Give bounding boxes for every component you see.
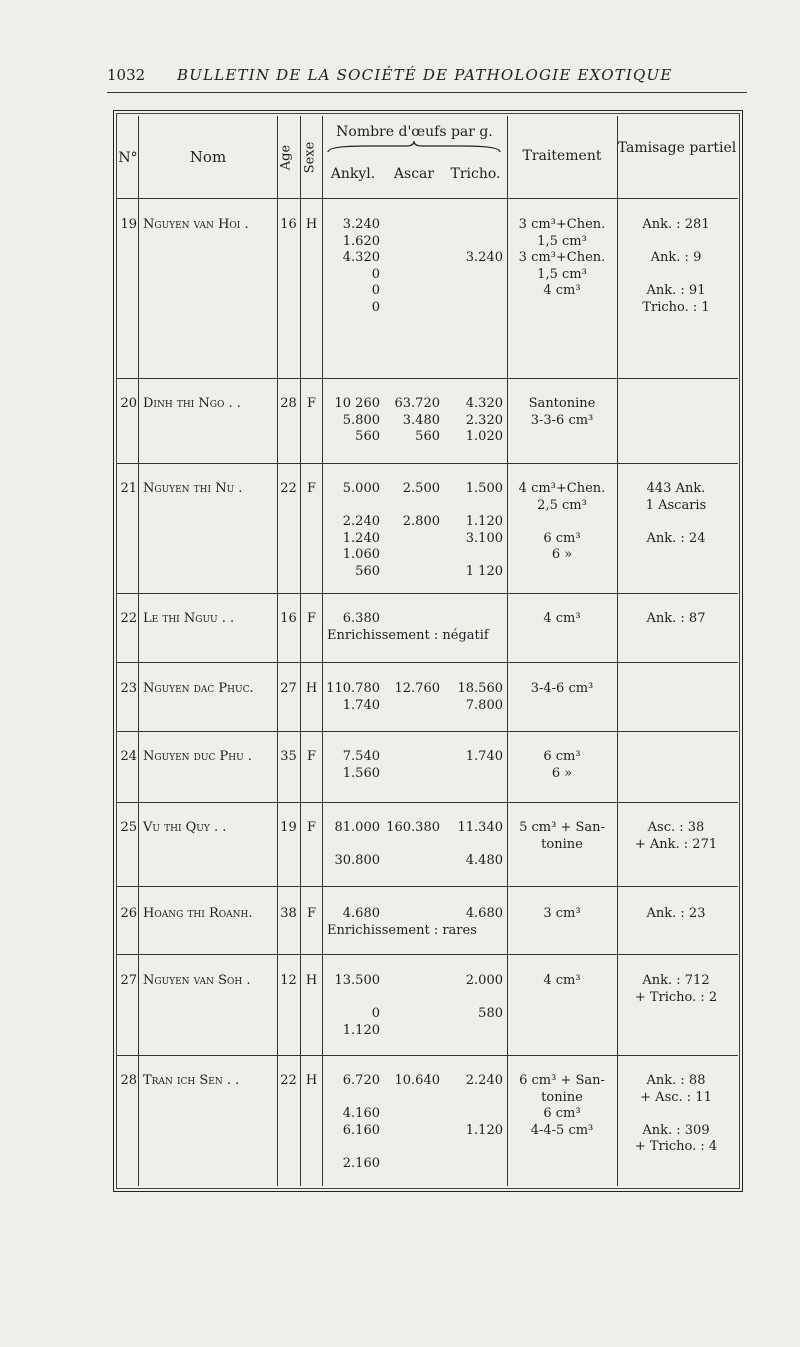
- cell-ankyl: 4.320: [342, 250, 380, 265]
- cell-ankyl: 560: [355, 429, 380, 444]
- cell-tamisage: Ank. : 23: [646, 906, 706, 921]
- row-separator: [117, 463, 738, 464]
- cell-ankyl: 6.720: [342, 1073, 380, 1088]
- cell-traitement: tonine: [541, 836, 583, 852]
- cell-ankyl: 5.000: [342, 481, 380, 496]
- cell-tamisage: Ank. : 309: [642, 1122, 710, 1138]
- cell-traitement: 5 cm³ + San-: [519, 820, 605, 835]
- cell-traitement: 1,5 cm³: [537, 233, 587, 249]
- cell-tricho: 11.340: [457, 820, 503, 835]
- cell-tamisage: 443 Ank.: [646, 481, 706, 496]
- col-divider: [138, 116, 139, 1186]
- cell-ankyl: 1.560: [342, 765, 380, 781]
- cell-tamisage: + Asc. : 11: [640, 1089, 712, 1105]
- cell-note: Enrichissement : négatif: [327, 627, 489, 643]
- cell-age: 28: [280, 396, 297, 411]
- cell-traitement: 3-3-6 cm³: [530, 412, 594, 428]
- cell-traitement: 6 »: [551, 547, 573, 562]
- cell-ascar: 10.640: [394, 1073, 440, 1088]
- cell-age: 38: [280, 906, 297, 921]
- cell-age: 12: [280, 973, 297, 988]
- col-divider: [617, 116, 618, 1186]
- cell-ascar: 63.720: [394, 396, 440, 411]
- cell-traitement: 6 cm³: [543, 530, 581, 546]
- cell-tricho: 4.480: [465, 853, 503, 868]
- cell-tricho: 2.000: [465, 973, 503, 988]
- cell-ascar: 160.380: [386, 820, 440, 835]
- cell-no: 19: [120, 217, 137, 232]
- page-number: 1032: [107, 66, 146, 84]
- cell-tamisage: Ank. : 24: [646, 530, 706, 546]
- row-separator: [117, 378, 738, 379]
- cell-traitement: tonine: [541, 1089, 583, 1105]
- cell-tricho: 2.320: [465, 412, 503, 428]
- cell-tricho: 3.240: [465, 250, 503, 265]
- cell-tricho: 1.740: [465, 749, 503, 764]
- row-separator: [117, 954, 738, 955]
- cell-ankyl: 1.740: [342, 697, 380, 713]
- cell-traitement: 4 cm³: [543, 283, 581, 298]
- cell-traitement: 1,5 cm³: [537, 266, 587, 282]
- cell-age: 16: [280, 611, 297, 626]
- cell-traitement: 4 cm³: [543, 973, 581, 988]
- row-separator: [117, 886, 738, 887]
- header-traitement: Traitement: [522, 148, 602, 164]
- cell-tamisage: Asc. : 38: [647, 820, 705, 835]
- cell-traitement: 4 cm³+Chen.: [518, 481, 606, 496]
- cell-age: 27: [280, 681, 297, 696]
- cell-traitement: 6 cm³: [543, 749, 581, 764]
- row-separator: [117, 593, 738, 594]
- cell-sexe: F: [306, 820, 317, 835]
- cell-no: 24: [120, 749, 137, 764]
- cell-note: Enrichissement : rares: [327, 922, 477, 938]
- cell-ankyl: 1.120: [342, 1022, 380, 1038]
- cell-ankyl: 560: [355, 563, 380, 579]
- header-bottom-rule: [117, 198, 738, 199]
- cell-traitement: 6 cm³: [543, 1106, 581, 1121]
- cell-tamisage: Ank. : 87: [646, 611, 706, 626]
- cell-tricho: 7.800: [465, 697, 503, 713]
- cell-tricho: 1.120: [465, 1122, 503, 1138]
- cell-ankyl: 0: [371, 299, 380, 315]
- cell-sexe: H: [305, 681, 318, 696]
- cell-no: 23: [120, 681, 137, 696]
- cell-ankyl: 1.060: [342, 547, 380, 562]
- cell-ascar: 2.500: [402, 481, 440, 496]
- col-divider: [300, 116, 301, 1186]
- running-header: [107, 66, 747, 88]
- table-frame-inner: [116, 113, 740, 1189]
- cell-nom: Nguyen van Hoi .: [143, 217, 249, 232]
- cell-ankyl: 3.240: [342, 217, 380, 232]
- cell-no: 26: [120, 906, 137, 921]
- cell-sexe: H: [305, 973, 318, 988]
- cell-ascar: 12.760: [394, 681, 440, 696]
- header-no: N°: [118, 150, 138, 166]
- header-sexe: Sexe: [302, 141, 318, 174]
- cell-traitement: 2,5 cm³: [537, 497, 587, 513]
- cell-ankyl: 4.680: [342, 906, 380, 921]
- header-ankyl: Ankyl.: [330, 166, 376, 182]
- cell-traitement: 3 cm³+Chen.: [518, 217, 606, 232]
- cell-ankyl: 2.240: [342, 514, 380, 529]
- header-rule: [107, 92, 747, 93]
- cell-ascar: 2.800: [402, 514, 440, 529]
- cell-ankyl: 0: [371, 1006, 380, 1021]
- cell-nom: Nguyen duc Phu .: [143, 749, 252, 764]
- col-divider: [277, 116, 278, 1186]
- header-ascar: Ascar: [393, 166, 435, 182]
- cell-ankyl: 6.380: [342, 611, 380, 626]
- cell-ankyl: 30.800: [334, 853, 380, 868]
- cell-tamisage: 1 Ascaris: [645, 497, 707, 513]
- cell-nom: Nguyen dac Phuc.: [143, 681, 254, 696]
- cell-no: 20: [120, 396, 137, 411]
- cell-nom: Vu thi Quy . .: [143, 820, 227, 835]
- row-separator: [117, 1055, 738, 1056]
- cell-age: 35: [280, 749, 297, 764]
- cell-tricho: 4.320: [465, 396, 503, 411]
- cell-tricho: 4.680: [465, 906, 503, 921]
- cell-tamisage: Tricho. : 1: [642, 299, 710, 315]
- cell-tamisage: Ank. : 88: [646, 1073, 706, 1088]
- cell-no: 28: [120, 1073, 137, 1088]
- cell-ankyl: 0: [371, 283, 380, 298]
- cell-ankyl: 0: [371, 266, 380, 282]
- cell-sexe: F: [306, 611, 317, 626]
- cell-sexe: F: [306, 396, 317, 411]
- cell-ankyl: 1.240: [342, 530, 380, 546]
- cell-sexe: F: [306, 906, 317, 921]
- cell-no: 25: [120, 820, 137, 835]
- running-title: BULLETIN DE LA SOCIÉTÉ DE PATHOLOGIE EXOTIQUE: [177, 66, 673, 84]
- cell-sexe: H: [305, 217, 318, 232]
- cell-nom: Nguyen van Soh .: [143, 973, 251, 988]
- row-separator: [117, 662, 738, 663]
- cell-age: 16: [280, 217, 297, 232]
- cell-age: 22: [280, 481, 297, 496]
- cell-traitement: 4-4-5 cm³: [530, 1122, 594, 1138]
- header-brace: [326, 140, 502, 156]
- cell-nom: Hoang thi Roanh.: [143, 906, 253, 921]
- cell-tricho: 1.120: [465, 514, 503, 529]
- cell-ankyl: 1.620: [342, 233, 380, 249]
- header-age: Age: [278, 144, 294, 171]
- cell-nom: Le thi Nguu . .: [143, 611, 235, 626]
- header-tamisage: Tamisage partiel: [617, 140, 737, 156]
- cell-ankyl: 110.780: [326, 681, 380, 696]
- cell-traitement: 3-4-6 cm³: [530, 681, 594, 696]
- cell-age: 22: [280, 1073, 297, 1088]
- cell-traitement: 3 cm³+Chen.: [518, 250, 606, 265]
- cell-no: 22: [120, 611, 137, 626]
- cell-ascar: 3.480: [402, 412, 440, 428]
- row-separator: [117, 731, 738, 732]
- cell-sexe: F: [306, 749, 317, 764]
- cell-ankyl: 5.800: [342, 412, 380, 428]
- cell-traitement: 6 cm³ + San-: [519, 1073, 605, 1088]
- cell-ascar: 560: [415, 429, 440, 444]
- cell-tricho: 18.560: [457, 681, 503, 696]
- cell-sexe: F: [306, 481, 317, 496]
- cell-no: 21: [120, 481, 137, 496]
- cell-tricho: 1 120: [465, 563, 503, 579]
- cell-ankyl: 4.160: [342, 1106, 380, 1121]
- cell-ankyl: 7.540: [342, 749, 380, 764]
- cell-nom: Nguyen thi Nu .: [143, 481, 243, 496]
- cell-tricho: 1.020: [465, 429, 503, 444]
- header-group: Nombre d'œufs par g.: [336, 124, 493, 140]
- cell-tricho: 580: [478, 1006, 503, 1021]
- header-nom: Nom: [189, 148, 227, 166]
- cell-ankyl: 10 260: [334, 396, 380, 411]
- cell-tamisage: Ank. : 91: [646, 283, 706, 298]
- cell-tamisage: Ank. : 9: [650, 250, 702, 265]
- cell-traitement: Santonine: [528, 396, 596, 411]
- cell-ankyl: 6.160: [342, 1122, 380, 1138]
- cell-tamisage: + Tricho. : 4: [634, 1139, 718, 1154]
- cell-tricho: 3.100: [465, 530, 503, 546]
- row-separator: [117, 802, 738, 803]
- cell-tamisage: Ank. : 712: [642, 973, 710, 988]
- cell-no: 27: [120, 973, 137, 988]
- cell-tricho: 1.500: [465, 481, 503, 496]
- header-tricho: Tricho.: [450, 166, 501, 182]
- cell-age: 19: [280, 820, 297, 835]
- cell-ankyl: 13.500: [334, 973, 380, 988]
- cell-tamisage: + Tricho. : 2: [634, 989, 718, 1005]
- cell-sexe: H: [305, 1073, 318, 1088]
- cell-ankyl: 81.000: [334, 820, 380, 835]
- cell-traitement: 6 »: [551, 765, 573, 781]
- cell-traitement: 4 cm³: [543, 611, 581, 626]
- cell-tricho: 2.240: [465, 1073, 503, 1088]
- cell-ankyl: 2.160: [342, 1155, 380, 1171]
- cell-tamisage: Ank. : 281: [642, 217, 710, 232]
- cell-nom: Dinh thi Ngo . .: [143, 396, 241, 411]
- cell-nom: Tran ich Sen . .: [143, 1073, 240, 1088]
- cell-traitement: 3 cm³: [543, 906, 581, 921]
- cell-tamisage: + Ank. : 271: [634, 836, 718, 852]
